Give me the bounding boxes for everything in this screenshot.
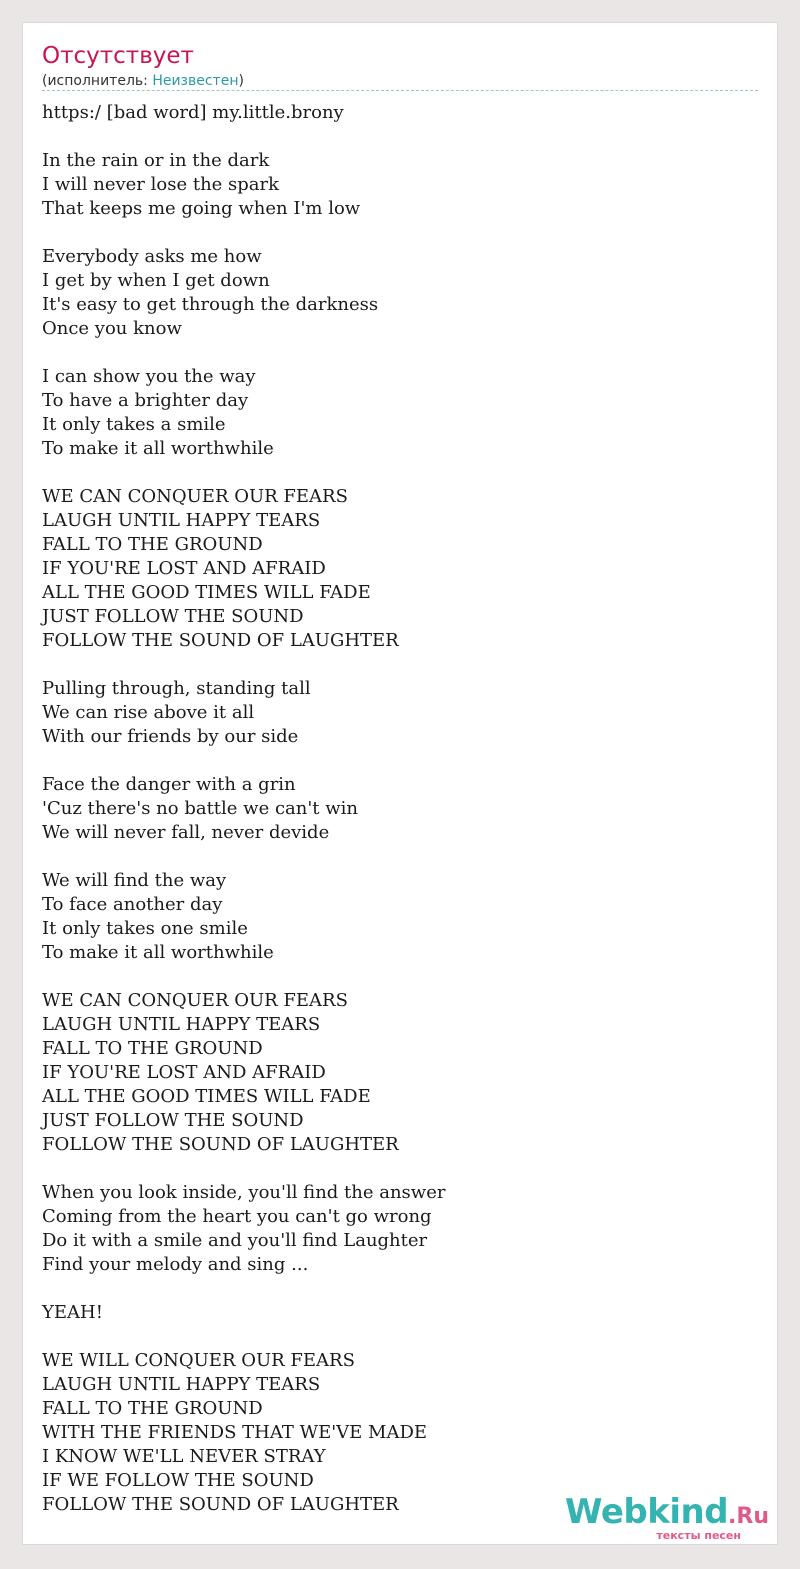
lyrics-card [22, 22, 778, 1545]
artist-prefix: (исполнитель: [42, 73, 153, 89]
site-logo[interactable] [565, 1492, 769, 1542]
artist-suffix: ) [238, 73, 244, 89]
artist-line [42, 71, 244, 91]
logo-tagline: тексты песен [656, 1529, 741, 1542]
logo-main-text: Webkind [565, 1492, 729, 1532]
logo-suffix-text: .Ru [728, 1504, 769, 1529]
title-divider [42, 90, 758, 91]
lyrics-text: https:/ [bad word] my.little.brony In the rain or in the dark I will never lose the spark That keeps me going when I'm low Everybody asks me how I get by when I get down It's easy to get through the darkness Once you know I can show you the way To have a brighter day It only takes a smile To make it all worthwhile WE CAN CONQUER OUR FEARS LAUGH UNTIL HAPPY TEARS FALL TO THE GROUND IF YOU'RE LOST AND AFRAID ALL THE GOOD TIMES WILL FADE JUST FOLLOW THE SOUND FOLLOW THE SOUND OF LAUGHTER Pulling through, standing tall We can rise above it all With our friends by our side Face the danger with a grin 'Cuz there's no battle we can't win We will never fall, never devide We will find the way To face another day It only takes one smile To make it all worthwhile WE CAN CONQUER OUR FEARS LAUGH UNTIL HAPPY TEARS FALL TO THE GROUND IF YOU'RE LOST AND AFRAID ALL THE GOOD TIMES WILL FADE JUST FOLLOW THE SOUND FOLLOW THE SOUND OF LAUGHTER When you look inside, you'll find the answer Coming from the heart you can't go wrong Do it with a smile and you'll find Laughter Find your melody and sing ... YEAH! WE WILL CONQUER OUR FEARS LAUGH UNTIL HAPPY TEARS FALL TO THE GROUND WITH THE FRIENDS THAT WE'VE MADE I KNOW WE'LL NEVER STRAY IF WE FOLLOW THE SOUND FOLLOW THE SOUND OF LAUGHTER [42, 102, 446, 1515]
song-title: Отсутствует [42, 43, 194, 69]
artist-link[interactable]: Неизвестен [152, 73, 239, 89]
